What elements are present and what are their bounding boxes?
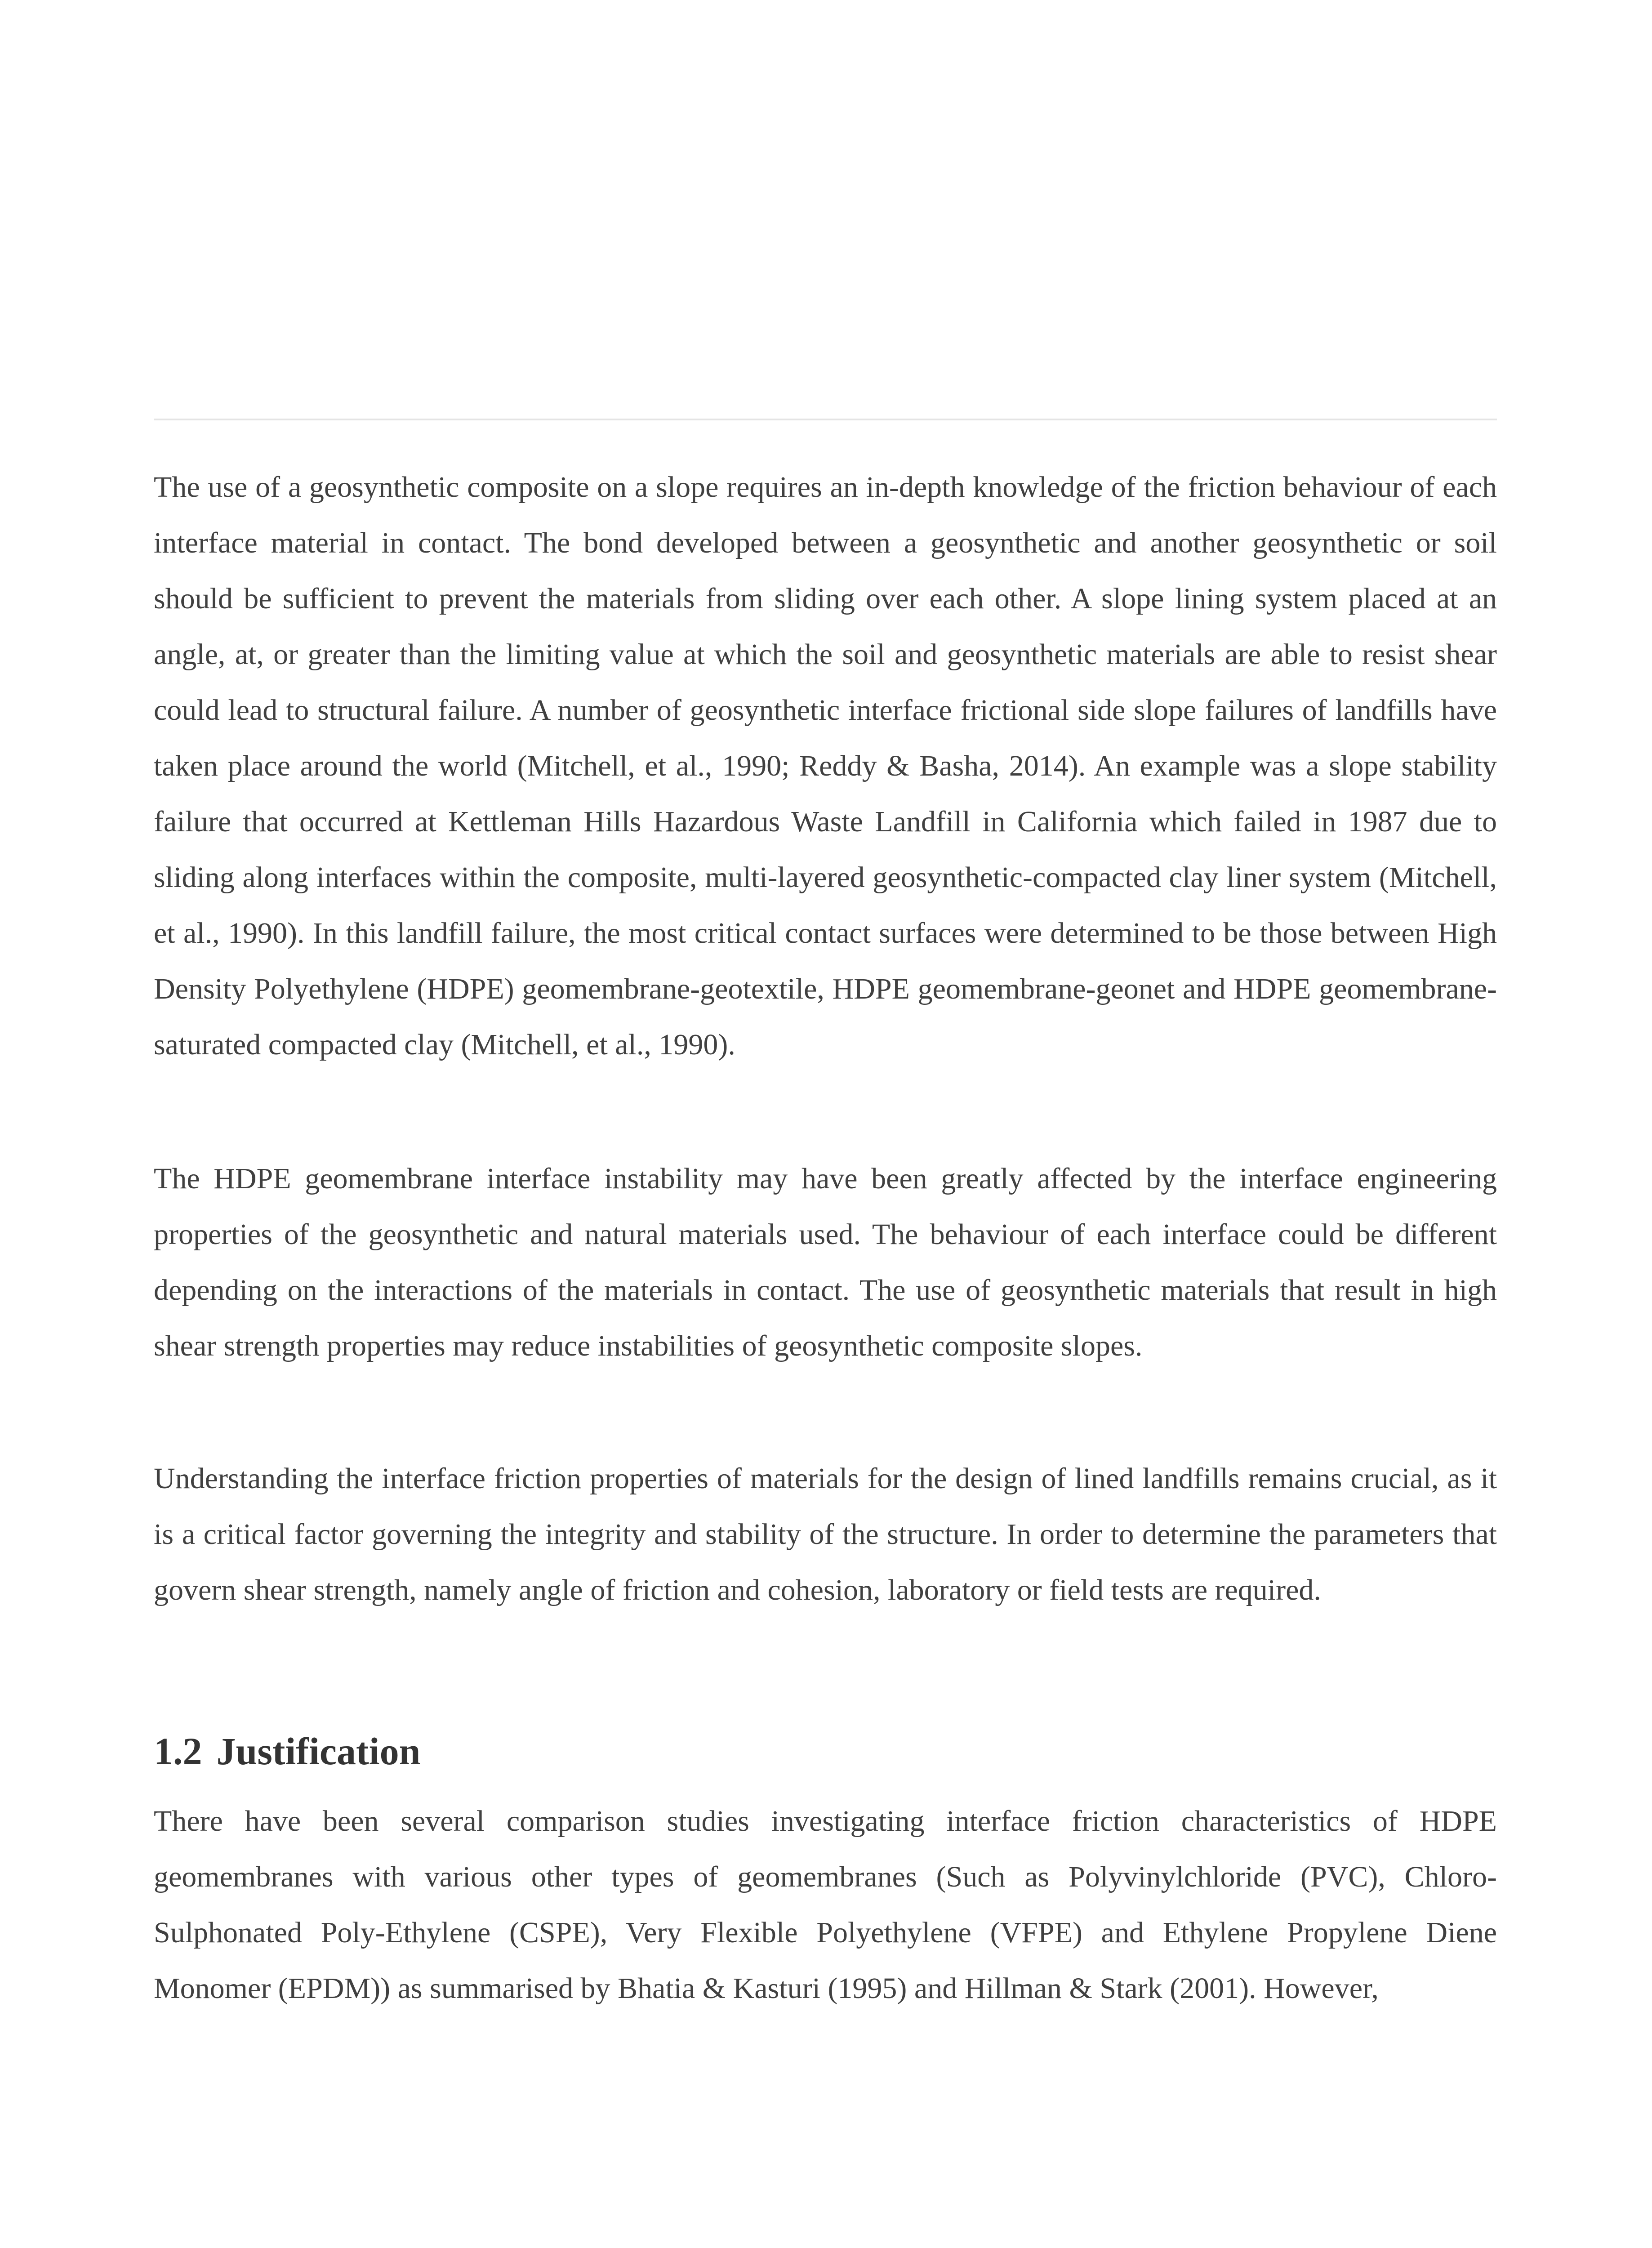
paragraph-text: Understanding the interface friction properties of materials for the design of lined landfills remains crucial, as it is a critical factor governing the integrity and stability of the structure. In order to determine the parameters that govern shear strength, namely angle of friction and cohesion, laboratory or field tests are required. — [154, 1462, 1497, 1606]
paragraph-text: The use of a geosynthetic composite on a slope requires an in-depth knowledge of the friction behaviour of each interface material in contact. The bond developed between a geosynthetic and another geosynthetic or soil should be sufficient to prevent the materials from sliding over each other. A slope lining system placed at an angle, at, or greater than the limiting value at which the soil and geosynthetic materials are able to resist shear could lead to structural failure. A number of geosynthetic interface frictional side slope failures of landfills have taken place around the world (Mitchell, et al., 1990; Reddy & Basha, 2014). An example was a slope stability failure that occurred at Kettleman Hills Hazardous Waste Landfill in California which failed in 1987 due to sliding along interfaces within the composite, multi-layered geosynthetic-compacted clay liner system (Mitchell, et al., 1990). In this landfill failure, the most critical contact surfaces were determined to be those between High Density Polyethylene (HDPE) geomembrane-geotextile, HDPE geomembrane-geonet and HDPE geomembrane-saturated compacted clay (Mitchell, et al., 1990). — [154, 471, 1497, 1061]
paragraph-hdpe-instability — [154, 1151, 1497, 1374]
header-divider — [154, 419, 1497, 420]
paragraph-text: The HDPE geomembrane interface instability may have been greatly affected by the interface engineering properties of the geosynthetic and natural materials used. The behaviour of each interface could be different depending on the interactions of the materials in contact. The use of geosynthetic materials that result in high shear strength properties may reduce instabilities of geosynthetic composite slopes. — [154, 1162, 1497, 1362]
paragraph-text: There have been several comparison studies investigating interface friction characteristics of HDPE geomembranes with various other types of geomembranes (Such as Polyvinylchloride (PVC), Chloro-Sulphonated Poly-Ethylene (CSPE), Very Flexible Polyethylene (VFPE) and Ethylene Propylene Diene Monomer (EPDM)) as summarised by Bhatia & Kasturi (1995) and Hillman & Stark (2001). However, — [154, 1805, 1497, 2005]
section-number: 1.2 — [154, 1730, 202, 1773]
paragraph-geosynthetic-friction — [154, 459, 1497, 1073]
section-title: Justification — [216, 1730, 421, 1773]
paragraph-interface-properties — [154, 1451, 1497, 1618]
paragraph-justification — [154, 1793, 1497, 2016]
section-heading — [154, 1722, 1497, 1780]
